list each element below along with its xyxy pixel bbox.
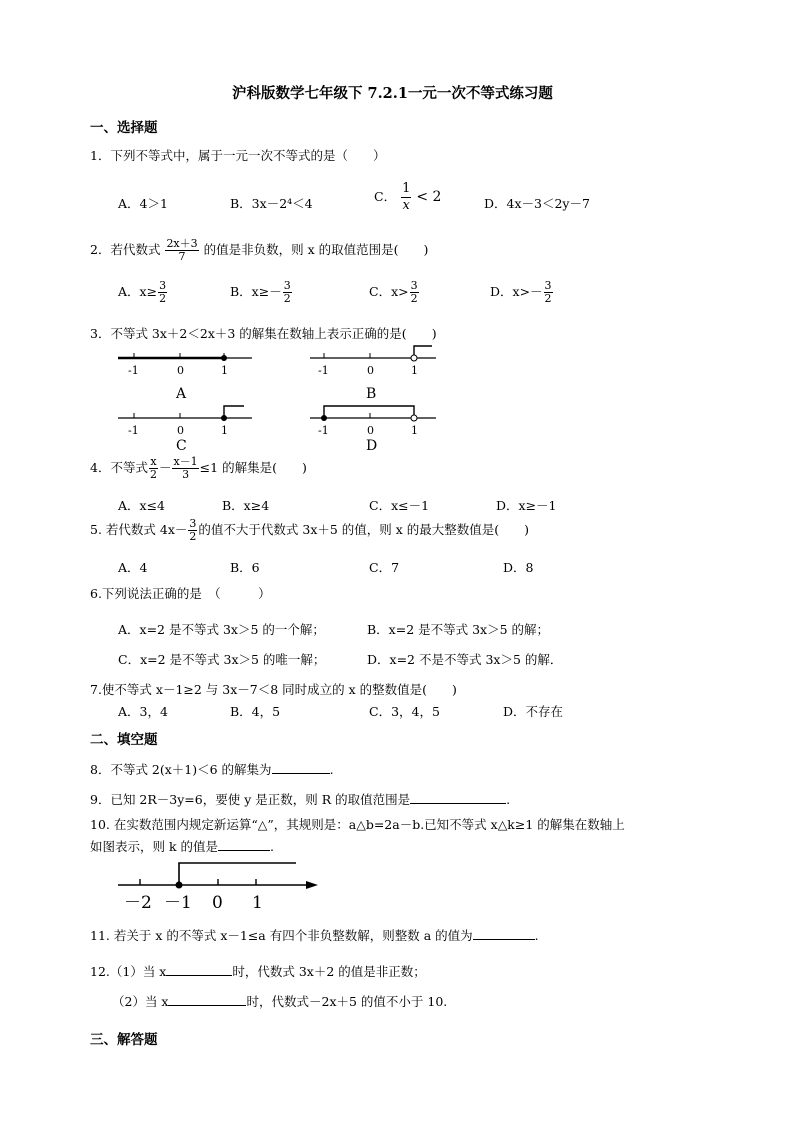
- option-text: D．x>－: [490, 284, 543, 299]
- solid-endpoint: [176, 882, 183, 889]
- tick-label: -1: [318, 364, 329, 377]
- q1-option-c-suffix: < 2: [416, 189, 442, 205]
- q2-stem-prefix: 2．若代数式: [90, 242, 161, 257]
- number-line-d: [302, 402, 452, 460]
- solution-ray: [179, 863, 296, 885]
- q5-stem-prefix: 5. 若代数式 4x－: [90, 522, 188, 537]
- q4-fraction-2: [172, 456, 198, 481]
- q6-option-a: A．x=2 是不等式 3x＞5 的一个解；: [118, 622, 325, 637]
- tick-label: －2: [124, 893, 152, 913]
- q2-option-b: [230, 280, 293, 305]
- q4-option-b: B．x≥4: [222, 498, 270, 513]
- q4-fraction-1: [149, 456, 158, 481]
- question-4-stem: [90, 456, 307, 481]
- fraction-denominator: 3: [182, 468, 190, 481]
- fraction-numerator: 3: [544, 279, 552, 292]
- tick-label: 1: [411, 364, 418, 377]
- tick-label: 1: [252, 893, 263, 913]
- q12-text: （2）当 x: [112, 994, 169, 1009]
- option-fraction: [544, 280, 553, 305]
- q9-period: .: [506, 792, 511, 807]
- tick-label: 0: [212, 893, 223, 913]
- solution-ray: [224, 406, 244, 418]
- open-endpoint: [411, 415, 417, 421]
- tick-label: 0: [177, 364, 184, 377]
- q4-stem-suffix: ≤1 的解集是( ): [199, 460, 307, 475]
- question-2-stem: [90, 238, 428, 263]
- open-endpoint: [411, 355, 417, 361]
- q6-option-b: B．x=2 是不等式 3x＞5 的解；: [367, 622, 550, 637]
- fraction-numerator: x－1: [173, 455, 198, 468]
- option-fraction: [158, 280, 167, 305]
- q4-option-c: C．x≤－1: [369, 498, 430, 513]
- q10-period: .: [270, 839, 275, 854]
- fraction-numerator: 3: [159, 279, 167, 292]
- q8-period: .: [329, 762, 334, 777]
- option-text: B．x≥－: [230, 284, 282, 299]
- fraction-denominator: 2: [283, 292, 291, 305]
- question-12-part-1: [90, 962, 426, 980]
- fraction-denominator: 2: [149, 468, 157, 481]
- q6-option-d: D．x=2 不是不等式 3x＞5 的解．: [367, 652, 563, 667]
- q6-option-c: C．x=2 是不等式 3x＞5 的唯一解；: [118, 652, 326, 667]
- option-fraction: [410, 280, 419, 305]
- question-11: [90, 926, 539, 944]
- option-label: B: [366, 386, 377, 402]
- q5-fraction: [188, 518, 197, 543]
- option-label: C: [176, 438, 187, 454]
- q7-option-a: A．3，4: [118, 704, 168, 719]
- q2-option-c: [369, 280, 420, 305]
- fraction-numerator: x: [150, 455, 157, 468]
- q1-option-c-prefix: C．: [374, 189, 397, 204]
- section-heading-answer: 三、解答题: [90, 1032, 158, 1048]
- fraction-numerator: 2x＋3: [166, 237, 198, 250]
- q12-text: 时，代数式－2x＋5 的值不小于 10.: [246, 994, 448, 1009]
- q2-stem-suffix: 的值是非负数，则 x 的取值范围是( ): [203, 242, 429, 257]
- q2-fraction: [165, 238, 198, 263]
- answer-blank[interactable]: [410, 791, 506, 804]
- question-1-stem: 1．下列不等式中，属于一元一次不等式的是（ ）: [90, 148, 386, 163]
- q12-text: 12.（1）当 x: [90, 964, 167, 979]
- q12-text: 时，代数式 3x＋2 的值是非正数；: [232, 964, 426, 979]
- tick-label: －1: [164, 893, 192, 913]
- q2-option-a: [118, 280, 168, 305]
- option-label: A: [176, 386, 187, 402]
- page-title: 沪科版数学七年级下 7.2.1一元一次不等式练习题: [232, 85, 553, 102]
- q4-minus: －: [158, 460, 172, 475]
- fraction-numerator: 3: [283, 279, 291, 292]
- question-5-stem: [90, 518, 529, 543]
- tick-label: 0: [367, 364, 374, 377]
- option-fraction: [283, 280, 292, 305]
- tick-label: -1: [128, 424, 139, 437]
- fraction-denominator: x: [402, 198, 410, 213]
- q1-option-c-fraction: [401, 181, 411, 214]
- q5-stem-suffix: 的值不大于代数式 3x＋5 的值，则 x 的最大整数值是( ): [198, 522, 530, 537]
- q10-text: 如图表示，则 k 的值是: [90, 839, 219, 854]
- q1-option-b: B．3x－2⁴＜4: [230, 196, 313, 211]
- fraction-numerator: 1: [402, 181, 411, 196]
- q9-text: 9．已知 2R－3y=6，要使 y 是正数，则 R 的取值范围是: [90, 792, 411, 807]
- section-heading-choice: 一、选择题: [90, 120, 158, 136]
- q2-option-d: [490, 280, 554, 305]
- question-10-line-2: [90, 837, 274, 855]
- tick-label: 1: [221, 424, 228, 437]
- fraction-numerator: 3: [189, 517, 197, 530]
- tick-label: -1: [128, 364, 139, 377]
- q1-option-c: [374, 181, 441, 214]
- fraction-denominator: 2: [544, 292, 552, 305]
- solution-segment: [324, 406, 414, 418]
- q5-option-d: D．8: [503, 560, 534, 575]
- q7-option-c: C．3，4，5: [369, 704, 440, 719]
- option-text: C．x>: [369, 284, 409, 299]
- fraction-denominator: 7: [178, 250, 186, 263]
- q7-option-b: B．4，5: [230, 704, 281, 719]
- q4-stem-prefix: 4．不等式: [90, 460, 148, 475]
- q5-option-c: C．7: [369, 560, 400, 575]
- fraction-denominator: 2: [410, 292, 418, 305]
- answer-blank[interactable]: [166, 963, 232, 976]
- question-9: [90, 790, 510, 808]
- question-3-stem: 3．不等式 3x＋2＜2x＋3 的解集在数轴上表示正确的是( ): [90, 326, 437, 341]
- tick-label: 0: [177, 424, 184, 437]
- solid-endpoint: [221, 355, 227, 361]
- tick-label: 0: [367, 424, 374, 437]
- arrow-head-icon: [306, 881, 318, 889]
- answer-blank[interactable]: [272, 761, 330, 774]
- option-text: A．x≥: [118, 284, 158, 299]
- q5-option-a: A．4: [118, 560, 148, 575]
- q1-option-a: A．4＞1: [118, 196, 168, 211]
- answer-blank[interactable]: [168, 993, 246, 1006]
- q11-period: .: [534, 928, 539, 943]
- answer-blank[interactable]: [218, 838, 270, 851]
- tick-label: 1: [221, 364, 228, 377]
- fraction-denominator: 2: [159, 292, 167, 305]
- q11-text: 11. 若关于 x 的不等式 x－1≤a 有四个非负整数解，则整数 a 的值为: [90, 928, 473, 943]
- solid-endpoint: [321, 415, 327, 421]
- number-line-a: [112, 348, 262, 406]
- question-6-stem: 6.下列说法正确的是 （ ）: [90, 586, 271, 601]
- solid-endpoint: [221, 415, 227, 421]
- fraction-numerator: 3: [410, 279, 418, 292]
- option-label: D: [366, 438, 378, 454]
- q8-text: 8．不等式 2(x＋1)＜6 的解集为: [90, 762, 272, 777]
- tick-label: -1: [318, 424, 329, 437]
- question-12-part-2: [112, 992, 447, 1010]
- question-7-stem: 7.使不等式 x－1≥2 与 3x－7＜8 同时成立的 x 的整数值是( ): [90, 682, 457, 697]
- section-heading-fill: 二、填空题: [90, 732, 158, 748]
- tick-label: 1: [411, 424, 418, 437]
- answer-blank[interactable]: [473, 927, 535, 940]
- number-line-b: [302, 342, 452, 406]
- q4-option-d: D．x≥－1: [496, 498, 557, 513]
- number-line-c: [112, 402, 262, 460]
- q1-option-d: D．4x－3＜2y－7: [484, 196, 590, 211]
- question-8: [90, 760, 334, 778]
- fraction-denominator: 2: [189, 530, 197, 543]
- number-line-q10: [114, 858, 326, 914]
- q7-option-d: D．不存在: [503, 704, 564, 719]
- question-10-line-1: 10. 在实数范围内规定新运算“△”，其规则是：a△b=2a－b.已知不等式 x△k≥1 的解集在数轴上: [90, 817, 625, 832]
- q5-option-b: B．6: [230, 560, 260, 575]
- q4-option-a: A．x≤4: [118, 498, 166, 513]
